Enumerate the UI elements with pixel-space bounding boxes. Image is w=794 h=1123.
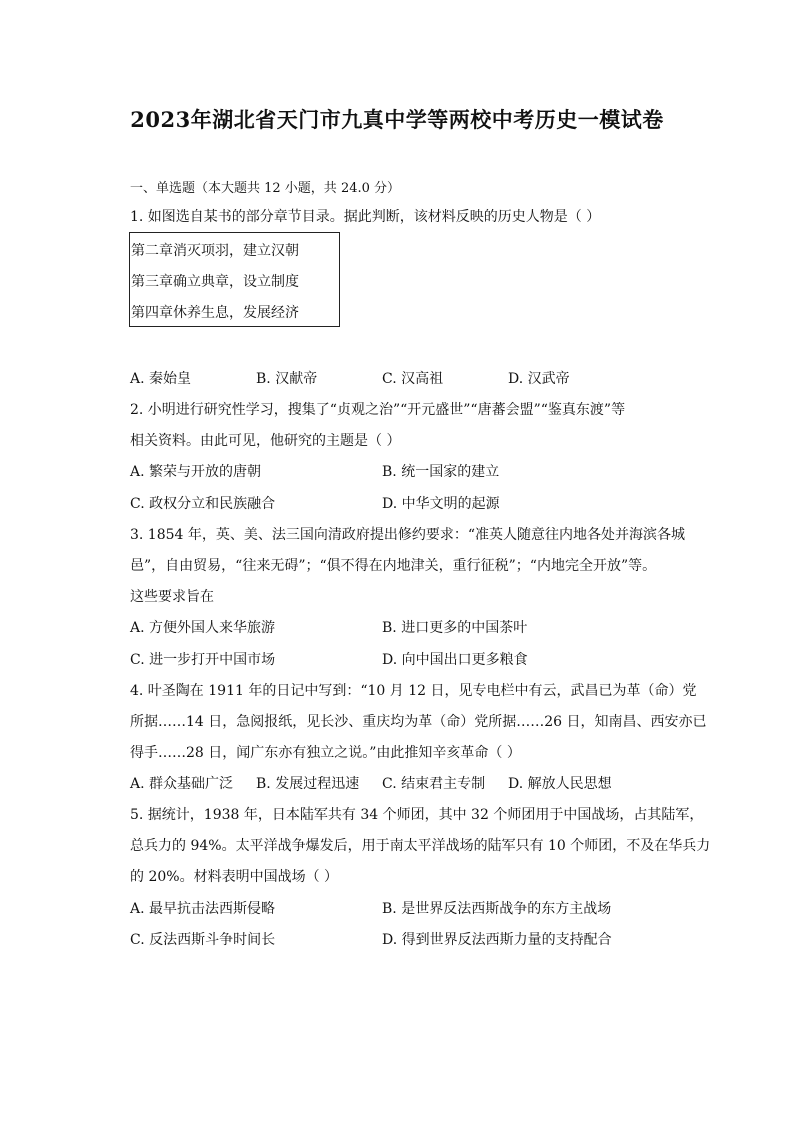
q3-option-b: B. 进口更多的中国茶叶	[382, 620, 528, 636]
chapter-line-2: 第二章消灭项羽，建立汉朝	[131, 243, 299, 259]
q2-option-b: B. 统一国家的建立	[382, 464, 500, 480]
q5-option-c: C. 反法西斯斗争时间长	[130, 932, 276, 948]
question-4-stem-line-1: 4. 叶圣陶在 1911 年的日记中写到：“10 月 12 日，见专电栏中有云，武昌已为革（命）党	[130, 683, 697, 699]
q4-option-a: A. 群众基础广泛	[130, 776, 234, 792]
exam-title: 2023年湖北省天门市九真中学等两校中考历史一模试卷	[130, 107, 664, 132]
q2-option-d: D. 中华文明的起源	[382, 496, 500, 512]
question-5-stem-line-3: 的 20%。材料表明中国战场（ ）	[130, 869, 339, 885]
question-5-stem-line-1: 5. 据统计，1938 年，日本陆军共有 34 个师团，其中 32 个师团用于中国战场，占其陆军，	[130, 807, 704, 823]
question-3-stem-line-2: 邑”，自由贸易，“往来无碍”；“俱不得在内地津关，重行征税”；“内地完全开放”等。	[130, 558, 657, 574]
q4-option-c: C. 结束君主专制	[382, 776, 486, 792]
q3-option-a: A. 方便外国人来华旅游	[130, 620, 276, 636]
q2-option-c: C. 政权分立和民族融合	[130, 496, 276, 512]
question-4-stem-line-3: 得手……28 日，闻广东亦有独立之说。”由此推知辛亥革命（ ）	[130, 745, 521, 761]
question-3-stem-line-1: 3. 1854 年，英、美、法三国向清政府提出修约要求：“准英人随意往内地各处并海滨各城	[130, 527, 686, 543]
question-2-stem-line-1: 2. 小明进行研究性学习，搜集了“贞观之治”“开元盛世”“唐蕃会盟”“鉴真东渡”等	[130, 402, 626, 418]
q5-option-d: D. 得到世界反法西斯力量的支持配合	[382, 932, 612, 948]
q1-option-a: A. 秦始皇	[130, 371, 192, 387]
q2-option-a: A. 繁荣与开放的唐朝	[130, 464, 262, 480]
question-1-stem: 1. 如图选自某书的部分章节目录。据此判断，该材料反映的历史人物是（ ）	[130, 209, 601, 225]
q3-option-c: C. 进一步打开中国市场	[130, 652, 276, 668]
q1-option-b: B. 汉献帝	[256, 371, 318, 387]
chapter-line-3: 第三章确立典章，设立制度	[131, 274, 299, 290]
q1-option-d: D. 汉武帝	[508, 371, 570, 387]
chapter-line-4: 第四章休养生息，发展经济	[131, 305, 299, 321]
q5-option-b: B. 是世界反法西斯战争的东方主战场	[382, 901, 612, 917]
question-2-stem-line-2: 相关资料。由此可见，他研究的主题是（ ）	[130, 433, 401, 449]
q5-option-a: A. 最早抗击法西斯侵略	[130, 901, 276, 917]
q3-option-d: D. 向中国出口更多粮食	[382, 652, 528, 668]
section-heading: 一、单选题（本大题共 12 小题，共 24.0 分）	[130, 181, 401, 196]
question-5-stem-line-2: 总兵力的 94%。太平洋战争爆发后，用于南太平洋战场的陆军只有 10 个师团，不及在华兵力	[130, 838, 711, 854]
question-4-stem-line-2: 所据……14 日，急阅报纸，见长沙、重庆均为革（命）党所据……26 日，知南昌、西安亦已	[130, 714, 707, 730]
q1-option-c: C. 汉高祖	[382, 371, 444, 387]
q4-option-b: B. 发展过程迅速	[256, 776, 360, 792]
q4-option-d: D. 解放人民思想	[508, 776, 612, 792]
chapter-table-box	[129, 232, 340, 327]
question-3-stem-line-3: 这些要求旨在	[130, 589, 214, 605]
